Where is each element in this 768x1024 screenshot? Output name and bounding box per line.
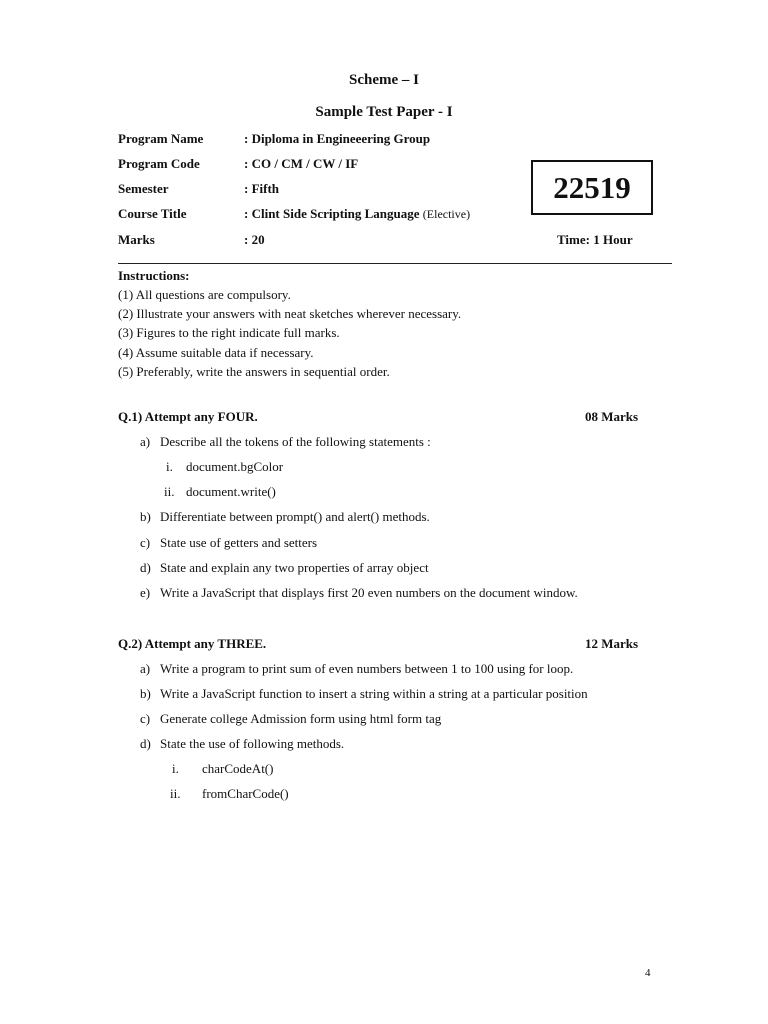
q1-sub-label: ii. bbox=[164, 484, 175, 499]
value-marks: : 20 bbox=[244, 232, 265, 247]
value-course-title bbox=[244, 206, 470, 222]
value-program-code: : CO / CM / CW / IF bbox=[244, 156, 359, 171]
value-semester: : Fifth bbox=[244, 181, 280, 196]
q2-item-text: State the use of following methods. bbox=[160, 736, 345, 751]
page-number: 4 bbox=[645, 967, 651, 979]
q2-sub-text: fromCharCode() bbox=[202, 786, 289, 801]
course-elective-tag: (Elective) bbox=[422, 207, 471, 221]
q1-sub-text: document.write() bbox=[186, 484, 276, 499]
instruction-item: (1) All questions are compulsory. bbox=[118, 287, 291, 302]
q2-title: Q.2) Attempt any THREE. bbox=[118, 636, 267, 651]
q1-item-text: Differentiate between prompt() and alert() methods. bbox=[160, 509, 430, 524]
instructions-title: Instructions: bbox=[118, 268, 190, 283]
label-course-title: Course Title bbox=[118, 206, 187, 221]
q2-item-text: Generate college Admission form using html form tag bbox=[160, 711, 442, 726]
q1-item-label: d) bbox=[140, 560, 151, 575]
q1-sub-label: i. bbox=[166, 459, 173, 474]
q1-marks: 08 Marks bbox=[585, 409, 639, 424]
label-program-name: Program Name bbox=[118, 131, 204, 146]
paper-title: Sample Test Paper - I bbox=[315, 104, 453, 120]
q1-item-label: b) bbox=[140, 509, 151, 524]
course-code: 22519 bbox=[553, 169, 631, 205]
course-title-text: : Clint Side Scripting Language bbox=[244, 206, 420, 221]
q2-sub-label: i. bbox=[172, 761, 179, 776]
instruction-item: (5) Preferably, write the answers in sequential order. bbox=[118, 364, 390, 379]
instruction-item: (3) Figures to the right indicate full marks. bbox=[118, 325, 340, 340]
q2-sub-label: ii. bbox=[170, 786, 181, 801]
time-label: Time: 1 Hour bbox=[557, 232, 633, 247]
scheme-title: Scheme – I bbox=[349, 72, 419, 88]
instruction-item: (4) Assume suitable data if necessary. bbox=[118, 345, 314, 360]
q2-item-label: d) bbox=[140, 736, 151, 751]
q2-sub-text: charCodeAt() bbox=[202, 761, 274, 776]
divider-line bbox=[118, 263, 672, 264]
q1-item-label: c) bbox=[140, 535, 151, 550]
q1-item-text: State and explain any two properties of array object bbox=[160, 560, 429, 575]
q2-item-label: c) bbox=[140, 711, 151, 726]
q1-item-text: Write a JavaScript that displays first 20 even numbers on the document window. bbox=[160, 585, 578, 600]
q2-item-label: b) bbox=[140, 686, 151, 701]
q1-item-text: State use of getters and setters bbox=[160, 535, 318, 550]
label-marks: Marks bbox=[118, 232, 155, 247]
q1-item-text: Describe all the tokens of the following statements : bbox=[160, 434, 431, 449]
label-semester: Semester bbox=[118, 181, 169, 196]
value-program-name: : Diploma in Engineeering Group bbox=[244, 131, 431, 146]
label-program-code: Program Code bbox=[118, 156, 200, 171]
q2-item-label: a) bbox=[140, 661, 151, 676]
q1-item-label: e) bbox=[140, 585, 151, 600]
instruction-item: (2) Illustrate your answers with neat sketches wherever necessary. bbox=[118, 306, 462, 321]
q1-item-label: a) bbox=[140, 434, 151, 449]
q1-sub-text: document.bgColor bbox=[186, 459, 284, 474]
q2-item-text: Write a JavaScript function to insert a string within a string at a particular position bbox=[160, 686, 588, 701]
course-code-box bbox=[531, 160, 653, 215]
q1-title: Q.1) Attempt any FOUR. bbox=[118, 409, 258, 424]
q2-item-text: Write a program to print sum of even numbers between 1 to 100 using for loop. bbox=[160, 661, 574, 676]
q2-marks: 12 Marks bbox=[585, 636, 639, 651]
